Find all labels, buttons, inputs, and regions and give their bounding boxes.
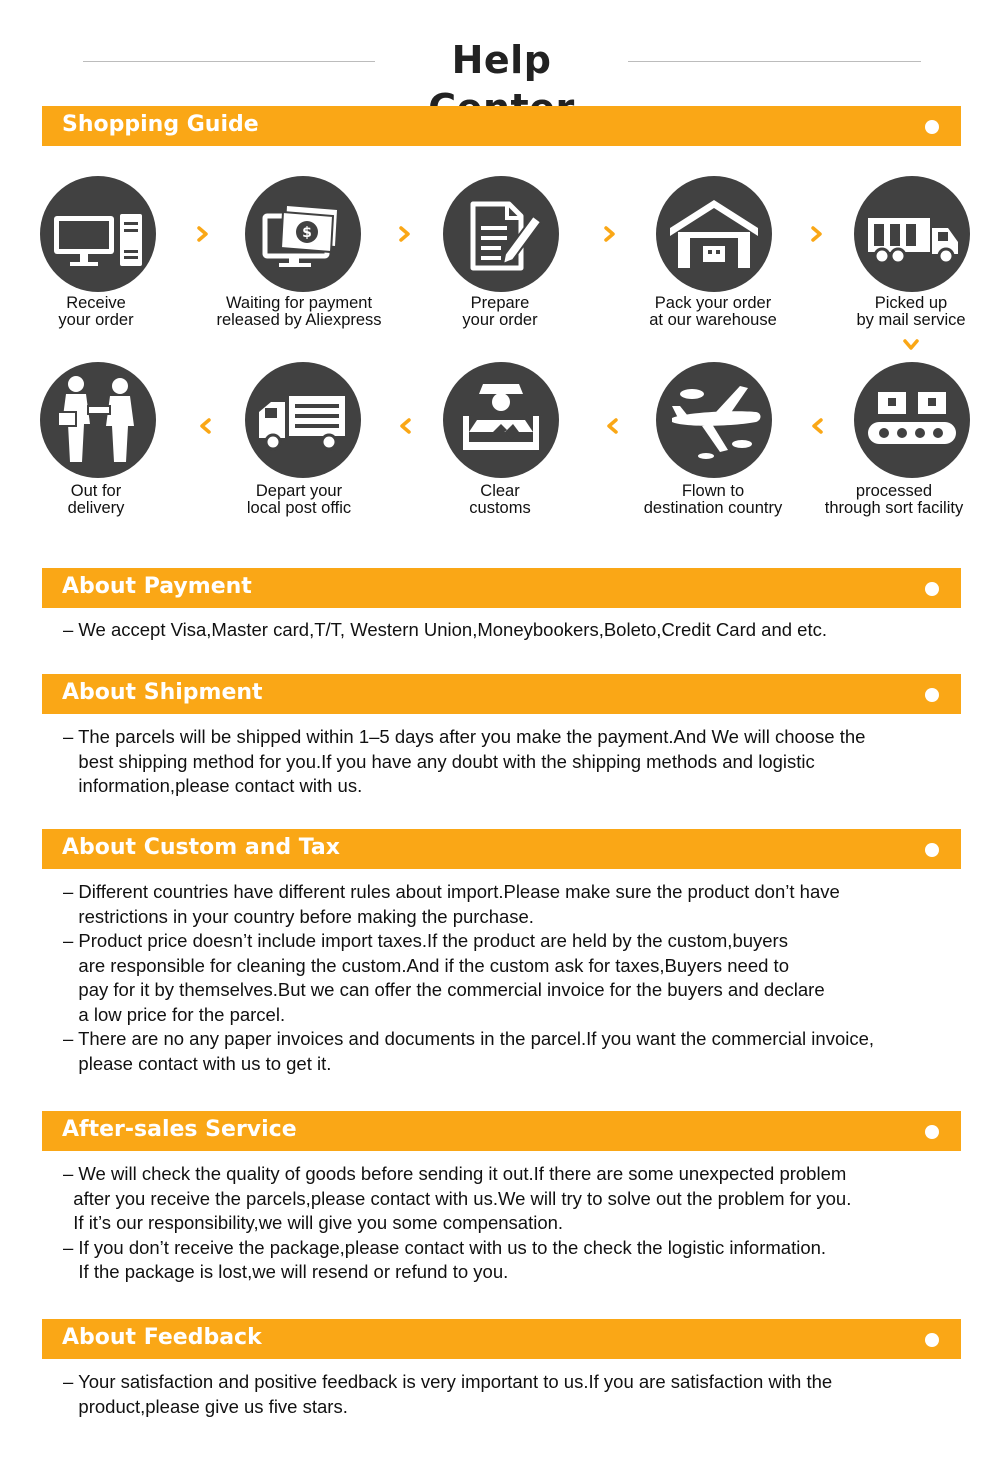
chevron-left-icon bbox=[397, 418, 413, 434]
text-line: If it’s our responsibility,we will give you some compensation. bbox=[63, 1212, 564, 1233]
title-divider-left bbox=[83, 61, 375, 62]
section-title: About Payment bbox=[62, 574, 252, 599]
text-line: – Different countries have different rules about import.Please make sure the product don’t have bbox=[63, 881, 840, 902]
section-header-after-sales bbox=[42, 1111, 961, 1151]
text-line: – We will check the quality of goods before sending it out.If there are some unexpected problem bbox=[63, 1163, 847, 1184]
text-line: restrictions in your country before making the purchase. bbox=[63, 905, 534, 927]
step-label-waiting-payment: Waiting for payment released by Aliexpress bbox=[216, 294, 382, 329]
text-line: a low price for the parcel. bbox=[63, 1003, 286, 1025]
bullet-dot-icon bbox=[925, 843, 939, 857]
courier-handover-icon bbox=[40, 362, 156, 478]
step-label-pack: Pack your order at our warehouse bbox=[649, 294, 777, 329]
after-sales-text bbox=[63, 1162, 983, 1285]
bullet-dot-icon bbox=[925, 582, 939, 596]
text-line: – We accept Visa,Master card,T/T, Western Union,Moneybookers,Boleto,Credit Card and etc. bbox=[63, 619, 827, 640]
section-title: After-sales Service bbox=[62, 1117, 297, 1142]
step-label-prepare: Prepare your order bbox=[462, 294, 538, 329]
step-label-clear-customs: Clear customs bbox=[469, 482, 531, 517]
svg-text:$: $ bbox=[302, 225, 312, 241]
conveyor-belt-icon bbox=[854, 362, 970, 478]
chevron-right-icon bbox=[195, 226, 211, 242]
computer-icon bbox=[40, 176, 156, 292]
step-label-out-for-delivery: Out for delivery bbox=[67, 482, 125, 517]
chevron-right-icon bbox=[397, 226, 413, 242]
text-line: pay for it by themselves.But we can offer the commercial invoice for the buyers and declare bbox=[63, 979, 825, 1000]
section-title: Shopping Guide bbox=[62, 112, 259, 137]
payment-text bbox=[63, 618, 983, 643]
section-header-shopping-guide bbox=[42, 106, 961, 146]
section-header-feedback bbox=[42, 1319, 961, 1359]
section-header-custom-tax bbox=[42, 829, 961, 869]
delivery-truck-icon bbox=[854, 176, 970, 292]
step-label-flown: Flown to destination country bbox=[643, 482, 783, 517]
section-title: About Custom and Tax bbox=[62, 835, 340, 860]
step-label-receive: Receive your order bbox=[58, 294, 134, 329]
section-header-shipment bbox=[42, 674, 961, 714]
custom-tax-text bbox=[63, 880, 983, 1076]
page-header bbox=[0, 36, 1000, 86]
title-divider-right bbox=[628, 61, 921, 62]
chevron-down-icon bbox=[903, 337, 919, 353]
shipment-text bbox=[63, 725, 983, 799]
text-line: – Product price doesn’t include import taxes.If the product are held by the custom,buyers bbox=[63, 930, 788, 951]
page-title: Help bbox=[451, 38, 552, 82]
truck-icon bbox=[245, 362, 361, 478]
bullet-dot-icon bbox=[925, 1125, 939, 1139]
bullet-dot-icon bbox=[925, 120, 939, 134]
text-line: If the package is lost,we will resend or refund to you. bbox=[63, 1261, 509, 1282]
section-title: About Feedback bbox=[62, 1325, 262, 1350]
chevron-left-icon bbox=[604, 418, 620, 434]
bullet-dot-icon bbox=[925, 688, 939, 702]
chevron-left-icon bbox=[197, 418, 213, 434]
text-line: after you receive the parcels,please contact with us.We will try to solve out the problem for you. bbox=[63, 1187, 852, 1209]
step-label-depart-post-office: Depart your local post offic bbox=[246, 482, 352, 517]
warehouse-icon bbox=[656, 176, 772, 292]
money-monitor-icon bbox=[245, 176, 361, 292]
chevron-left-icon bbox=[809, 418, 825, 434]
text-line: – The parcels will be shipped within 1–5 days after you make the payment.And We will choose the bbox=[63, 726, 866, 747]
text-line: – If you don’t receive the package,please contact with us to the check the logistic information. bbox=[63, 1236, 827, 1258]
bullet-dot-icon bbox=[925, 1333, 939, 1347]
step-label-sort-facility: processed through sort facility bbox=[824, 482, 964, 517]
text-line: – There are no any paper invoices and documents in the parcel.If you want the commercial invoice, bbox=[63, 1028, 875, 1049]
customs-officer-icon bbox=[443, 362, 559, 478]
section-header-payment bbox=[42, 568, 961, 608]
document-edit-icon bbox=[443, 176, 559, 292]
chevron-right-icon bbox=[809, 226, 825, 242]
text-line: product,please give us five stars. bbox=[63, 1395, 348, 1417]
text-line: are responsible for cleaning the custom.And if the custom ask for taxes,Buyers need to bbox=[63, 954, 789, 976]
chevron-right-icon bbox=[602, 226, 618, 242]
text-line: best shipping method for you.If you have any doubt with the shipping methods and logistic bbox=[63, 750, 815, 772]
text-line: information,please contact with us. bbox=[63, 775, 363, 796]
text-line: – Your satisfaction and positive feedback is very important to us.If you are satisfaction with the bbox=[63, 1371, 833, 1392]
airplane-icon bbox=[656, 362, 772, 478]
text-line: please contact with us to get it. bbox=[63, 1052, 332, 1074]
section-title: About Shipment bbox=[62, 680, 263, 705]
feedback-text bbox=[63, 1370, 983, 1419]
step-label-picked-up: Picked up by mail service bbox=[856, 294, 966, 329]
